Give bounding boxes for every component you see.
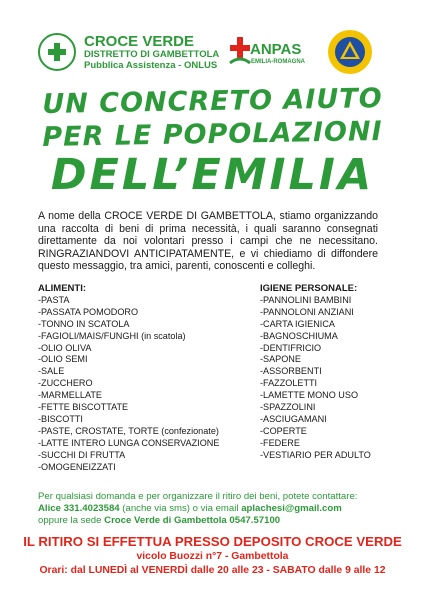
list-item: -FAGIOLI/MAIS/FUNGHI (in scatola) xyxy=(38,330,186,341)
food-list xyxy=(38,283,238,474)
list-item: -FAZZOLETTI xyxy=(260,378,318,389)
list-item: -FETTE BISCOTTATE xyxy=(38,402,129,413)
list-item: -SUCCHI DI FRUTTA xyxy=(38,449,126,460)
list-item: -PANNOLINI BAMBINI xyxy=(260,294,352,305)
pickup-headline: IL RITIRO SI EFFETTUA PRESSO DEPOSITO CROCE VERDE xyxy=(23,534,402,549)
protezione-civile-logo-icon xyxy=(322,28,378,76)
list-item: -FEDERE xyxy=(260,437,300,448)
croce-verde-logo-icon xyxy=(38,33,76,71)
anpas-region: EMILIA-ROMAGNA xyxy=(251,59,305,65)
list-item: -PASSATA POMODORO xyxy=(38,306,139,317)
intro-paragraph: A nome della CROCE VERDE DI GAMBETTOLA, stiamo organizzando una raccolta di beni di prima necessità, i quali saranno consegnati direttamente da noi volontari presso i campi che ne necessitano. RINGRAZIANDOVI ANTICIPATAMENTE, e vi chiediamo di diffondere questo messaggio, tra amici, parenti, conoscenti e colleghi. xyxy=(38,210,378,273)
contact-intro: Per qualsiasi domanda e per organizzare il ritiro dei beni, potete contattare: xyxy=(38,491,358,502)
organization-block xyxy=(84,34,224,71)
list-item: -SPAZZOLINI xyxy=(260,402,316,413)
pickup-hours: Orari: dal LUNEDÌ al VENERDÌ dalle 20 alle 23 - SABATO dalle 9 alle 12 xyxy=(39,565,386,576)
organization-type: Pubblica Assistenza - ONLUS xyxy=(84,60,218,71)
organization-district: DISTRETTO DI GAMBETTOLA xyxy=(84,49,220,60)
header xyxy=(0,0,425,80)
anpas-logo xyxy=(228,33,310,73)
list-item: -PASTA xyxy=(38,294,70,305)
list-item: -SAPONE xyxy=(260,354,301,365)
list-item: -OMOGENEIZZATI xyxy=(38,461,116,472)
pickup-address: vicolo Buozzi n°7 - Gambettola xyxy=(136,551,289,562)
list-item: -PANNOLONI ANZIANI xyxy=(260,306,354,317)
list-item: -MARMELLATE xyxy=(38,390,103,401)
list-item: -ZUCCHERO xyxy=(38,378,93,389)
list-item: -SALE xyxy=(38,366,65,377)
list-item: -OLIO SEMI xyxy=(38,354,88,365)
food-list-heading: ALIMENTI: xyxy=(38,283,87,294)
list-item: -BISCOTTI xyxy=(38,413,83,424)
contact-phone: Alice 331.4023584 xyxy=(38,502,120,514)
organization-name: CROCE VERDE xyxy=(84,33,195,50)
contact-info xyxy=(38,491,388,526)
headline-line-2: PER LE POPOLAZIONI xyxy=(42,116,383,153)
anpas-name: ANPAS xyxy=(250,41,302,58)
list-item: -LAMETTE MONO USO xyxy=(260,390,359,401)
list-item: -ASSORBENTI xyxy=(260,366,322,377)
hygiene-list-heading: IGIENE PERSONALE: xyxy=(260,283,358,294)
list-item: -ASCIUGAMANI xyxy=(260,413,327,424)
list-item: -PASTE, CROSTATE, TORTE (confezionate) xyxy=(38,425,219,436)
list-item: -TONNO IN SCATOLA xyxy=(38,318,130,329)
list-item: -DENTIFRICIO xyxy=(260,342,322,353)
hygiene-list xyxy=(260,283,400,462)
list-item: -LATTE INTERO LUNGA CONSERVAZIONE xyxy=(38,437,220,448)
list-item: -CARTA IGIENICA xyxy=(260,318,335,329)
anpas-cross-icon xyxy=(228,33,252,71)
list-item: -OLIO OLIVA xyxy=(38,342,92,353)
headline-line-1: UN CONCRETO AIUTO xyxy=(42,83,383,120)
pickup-info xyxy=(0,534,425,578)
contact-office: Croce Verde di Gambettola 0547.57100 xyxy=(104,514,281,526)
list-item: -VESTIARIO PER ADULTO xyxy=(260,449,371,460)
headline-line-3: DELL’EMILIA xyxy=(50,150,375,200)
contact-office-prefix: oppure la sede xyxy=(38,514,105,526)
contact-phone-note: (anche via sms) o via email xyxy=(119,502,242,514)
contact-email-link[interactable]: aplachesi@gmail.com xyxy=(241,502,342,514)
contact-phone-line xyxy=(38,503,388,515)
list-item: -BAGNOSCHIUMA xyxy=(260,330,338,341)
contact-office-line xyxy=(38,515,388,527)
list-item: -COPERTE xyxy=(260,425,307,436)
